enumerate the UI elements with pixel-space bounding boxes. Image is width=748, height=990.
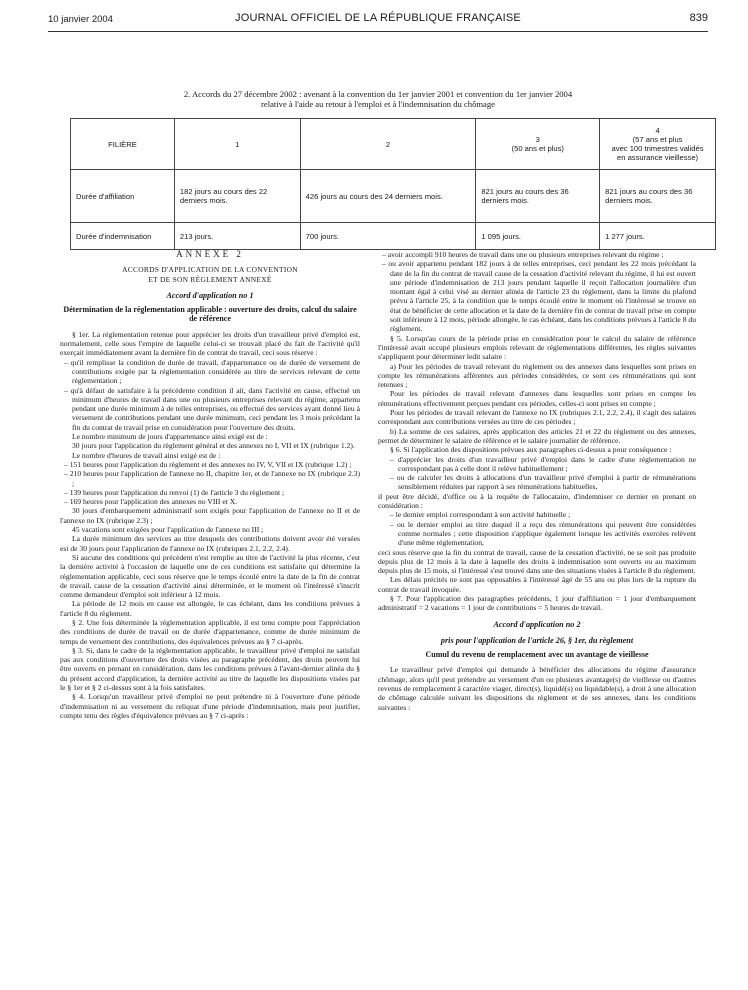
table-cell: 182 jours au cours des 22 derniers mois. <box>174 170 300 223</box>
paragraph: – ou le dernier emploi au titre duquel il a reçu des rémunérations qui peuvent être considérées comme normales ; cette disposition s'applique également lorsque les activités exercées relèvent d'une même réglementation, <box>390 519 696 548</box>
paragraph: § 5. Lorsqu'au cours de la période prise en considération pour le calcul du salaire de référence l'intéressé avait occupé plusieurs emplois relevant de réglementations différentes, les règles suivantes s'appliquent pour déterminer ledit salaire : <box>378 333 696 362</box>
right-text-column <box>378 250 696 712</box>
paragraph: – 210 heures pour l'application de l'annexe no II, chapitre 1er, et de l'annexe no IX (rubrique 2.3) ; <box>64 469 360 488</box>
paragraph: ANNEXE 2 <box>176 249 244 259</box>
paragraph: § 6. Si l'application des dispositions prévues aux paragraphes ci-dessus a pour conséquence : <box>390 445 672 455</box>
paragraph: Cumul du revenu de remplacement avec un avantage de vieillesse <box>425 650 649 660</box>
paragraph: a) Pour les périodes de travail relevant du règlement ou des annexes dans lesquelles sont prises en compte les rémunérations afférentes aux périodes considérées, ce sont ces rémunérations qui sont retenues ; <box>378 361 696 390</box>
paragraph: 30 jours d'embarquement administratif sont exigés pour l'application de l'annexe no II et de l'annexe no IX (rubrique 2.3) ; <box>60 506 360 525</box>
paragraph: § 2. Une fois déterminée la réglementation applicable, il est tenu compte pour l'appréciation des conditions de durée de travail ou de durée d'appartenance, comme de durée minimum de temps de versement des contributions, des équivalences prévues au § 7 ci-après. <box>60 617 360 646</box>
paragraph: Pour les périodes de travail relevant d'annexes dans lesquelles sont prises en compte les rémunérations effectivement perçues pendant ces périodes, celles-ci sont prises en compte ; <box>378 389 696 408</box>
paragraph: 30 jours pour l'application du règlement général et des annexes no I, VII et IX (rubrique 1.2). <box>72 441 355 451</box>
paragraph: La durée minimum des services au titre desquels des contributions doivent avoir été versées est de 30 jours pour l'application de l'annexe no IX (rubriques 2.1, 2.2, 2.4). <box>60 534 360 553</box>
paragraph: Accord d'application no 1 <box>166 290 254 300</box>
paragraph: Le nombre d'heures de travail ainsi exigé est de : <box>72 450 221 460</box>
paragraph: – 169 heures pour l'application des annexes no VIII et X. <box>64 497 238 507</box>
table-cell: 700 jours. <box>300 223 476 250</box>
paragraph: – avoir accompli 910 heures de travail dans une ou plusieurs entreprises relevant du régime ; <box>382 250 664 259</box>
table-cell: Durée d'affiliation <box>71 170 175 223</box>
header-date: 10 janvier 2004 <box>48 14 113 25</box>
paragraph: § 7. Pour l'application des paragraphes précédents, 1 jour d'affiliation = 1 jour d'embarquement administratif = 2 vacations = 1 jour de contributions = 5 heures de travail. <box>378 593 696 613</box>
table-header-row <box>71 119 716 170</box>
paragraph: 45 vacations sont exigées pour l'application de l'annexe no III ; <box>72 525 264 535</box>
paragraph: ACCORDS D'APPLICATION DE LA CONVENTION <box>122 265 298 275</box>
table-title-line-2: relative à l'aide au retour à l'emploi et à l'indemnisation du chômage <box>261 99 495 109</box>
paragraph: – 139 heures pour l'application du renvoi (1) de l'article 3 du règlement ; <box>64 487 285 497</box>
page-number: 839 <box>689 12 708 24</box>
table-cell: 821 jours au cours des 36 derniers mois. <box>476 170 600 223</box>
paragraph: ceci sous réserve que la fin du contrat de travail, cause de la cessation d'activité, ne se soit pas produite depuis plus de 12 mois à la date à laquelle des droits à indemnisation sont ouverts ou au maximum depuis plus de 15 mois, si l'intéressé s'est trouvé dans une des situations visées à l'article 8 du règlement. <box>378 547 696 576</box>
paragraph: § 4. Lorsqu'un travailleur privé d'emploi ne peut prétendre ni à l'ouverture d'une période d'indemnisation ni au versement du reliquat d'une période d'indemnisation, mais peut justifier, compte tenu des règles d'équivalence prévues au § 7 ci-après : <box>60 692 360 720</box>
paragraph: – qu'il remplisse la condition de durée de travail, d'appartenance ou de durée de versement de contributions exigée par la réglementation considérée au titre de services relevant de cette réglementation ; <box>64 357 360 386</box>
table-header-cell: 3 (50 ans et plus) <box>476 119 600 170</box>
paragraph: – qu'à défaut de satisfaire à la précédente condition il ait, dans l'activité en cause, effectué un minimum d'heures de travail dans une ou plusieurs entreprises relevant du régime, appartenu pendant une durée minimum à de telles entreprises, ou effectué des services ayant donné lieu à versement de contributions pendant une durée minimum, ceci pendant les 3 mois précédant la fin du contrat de travail prise en considération pour l'ouverture des droits. <box>64 385 360 432</box>
paragraph: § 3. Si, dans le cadre de la réglementation applicable, le travailleur privé d'emploi ne satisfait pas aux conditions d'ouverture des droits visées au paragraphe précédent, des droits peuvent lui être ouverts en prenant en considération, dans les conditions prévues à l'avant-dernier alinéa du § du présent accord d'application, la dernière activité au titre de laquelle les dispositions visées par le § 1er et § 2 ci-dessus sont à la fois satisfaites. <box>60 645 360 693</box>
table-cell: 1 095 jours. <box>476 223 600 250</box>
paragraph: Le nombre minimum de jours d'appartenance ainsi exigé est de : <box>72 432 268 442</box>
table-row <box>71 223 716 250</box>
paragraph: il peut être décidé, d'office ou à la requête de l'allocataire, d'indemniser ce dernier en prenant en considération : <box>378 491 696 511</box>
table-row <box>71 170 716 223</box>
paragraph: pris pour l'application de l'article 26, § 1er, du règlement <box>440 635 634 645</box>
table-cell: 1 277 jours. <box>600 223 716 250</box>
table-cell: Durée d'indemnisation <box>71 223 175 250</box>
page-header <box>48 12 708 28</box>
paragraph: Le travailleur privé d'emploi qui demande à bénéficier des allocations du régime d'assurance chômage, alors qu'il peut prétendre au versement d'un ou plusieurs avantage(s) de vieillesse ou d'autres revenus de remplacement à caractère viager, direct(s), liquidé(s) ou liquidable(s), a droit à une allocation de chômage calculée suivant les dispositions du règlement et de ses annexes, dans les conditions suivantes : <box>378 665 696 712</box>
table-cell: 821 jours au cours des 36 derniers mois. <box>600 170 716 223</box>
paragraph: La période de 12 mois en cause est allongée, le cas échéant, dans les conditions prévues à l'article 8 du règlement. <box>60 599 360 618</box>
table-title <box>48 89 708 109</box>
table-header-cell: FILIÈRE <box>71 119 175 170</box>
paragraph: b) La somme de ces salaires, après application des articles 21 et 22 du règlement ou des annexes, permet de déterminer le salaire de référence et le salaire journalier de référence. <box>378 426 696 445</box>
paragraph: Accord d'application no 2 <box>493 619 581 629</box>
table-header-cell: 4 (57 ans et plus avec 100 trimestres validés en assurance vieillesse) <box>600 119 716 170</box>
paragraph: Les délais précités ne sont pas opposables à l'intéressé âgé de 55 ans ou plus lors de la rupture du contrat de travail invoquée. <box>378 575 696 594</box>
table-title-line-1: 2. Accords du 27 décembre 2002 : avenant à la convention du 1er janvier 2001 et convention du 1er janvier 2004 <box>183 89 573 99</box>
paragraph: ET DE SON RÈGLEMENT ANNEXÉ <box>148 274 272 284</box>
header-rule <box>48 31 708 32</box>
paragraph: – le dernier emploi correspondant à son activité habituelle ; <box>390 510 571 520</box>
journal-title: JOURNAL OFFICIEL DE LA RÉPUBLIQUE FRANÇAISE <box>235 12 521 24</box>
paragraph: Pour les périodes de travail relevant de l'annexe no IX (rubriques 2.1, 2.2, 2.4), il s'agit des salaires correspondant aux contributions versées au titre de ces périodes ; <box>378 408 696 427</box>
table-header-cell: 1 <box>174 119 300 170</box>
filiere-table <box>70 118 716 250</box>
paragraph: – ou de calculer les droits à allocations d'un travailleur privé d'emploi à partir de rémunérations sensiblement réduites par rapport à ses rémunérations habituelles, <box>390 473 696 492</box>
paragraph: – d'apprécier les droits d'un travailleur privé d'emploi dans le cadre d'une réglementation ne correspondant pas à celle dont il relève habituellement ; <box>390 454 696 473</box>
paragraph: § 1er. La réglementation retenue pour apprécier les droits d'un travailleur privé d'emploi est, normalement, celle sous l'empire de laquelle celui-ci se trouvait placé du fait de l'activité qu'il exerçait immédiatement avant la dernière fin de contrat de travail, ceci sous réserve : <box>60 329 360 358</box>
table-cell: 213 jours. <box>174 223 300 250</box>
table-header-cell: 2 <box>300 119 476 170</box>
table-cell: 426 jours au cours des 24 derniers mois. <box>300 170 476 223</box>
paragraph: Si aucune des conditions qui précèdent n'est remplie au titre de l'activité la plus récente, c'est la dernière activité à l'occasion de laquelle une de ces conditions est satisfaite qui détermine la réglementation applicable, ceci sous réserve que le temps écoulé entre la date de la fin de contrat de travail, cause de la cessation d'activité ainsi déterminée, et le moment où l'intéressé s'inscrit comme demandeur d'emploi soit inférieur à 12 mois. <box>60 552 360 600</box>
paragraph: – ou avoir appartenu pendant 182 jours à de telles entreprises, ceci pendant les 22 mois précédant la date de la fin du contrat de travail cause de la cessation d'activité relevant du régime, il lui est ouvert une période d'indemnisation de 213 jours pendant laquelle il reçoit l'allocation journalière d'un montant égal à celui visé au dernier alinéa de l'article 23 du règlement, dans la limite du plafond prévu à l'article 25, à la condition que le temps écoulé entre le moment où l'intéressé se trouve en état de bénéficier de cette allocation et la date de la dernière fin de contrat de travail prise en compte soit inférieure à 12 mois, période allongée, le cas échéant, dans les conditions prévues à l'article 8 du règlement. <box>382 259 696 334</box>
paragraph: – 151 heures pour l'application du règlement et des annexes no IV, V, VII et IX (rubrique 1.2) ; <box>64 459 352 469</box>
paragraph: Détermination de la réglementation applicable : ouverture des droits, calcul du salaire de référence <box>63 305 357 324</box>
left-text-column <box>60 250 360 720</box>
